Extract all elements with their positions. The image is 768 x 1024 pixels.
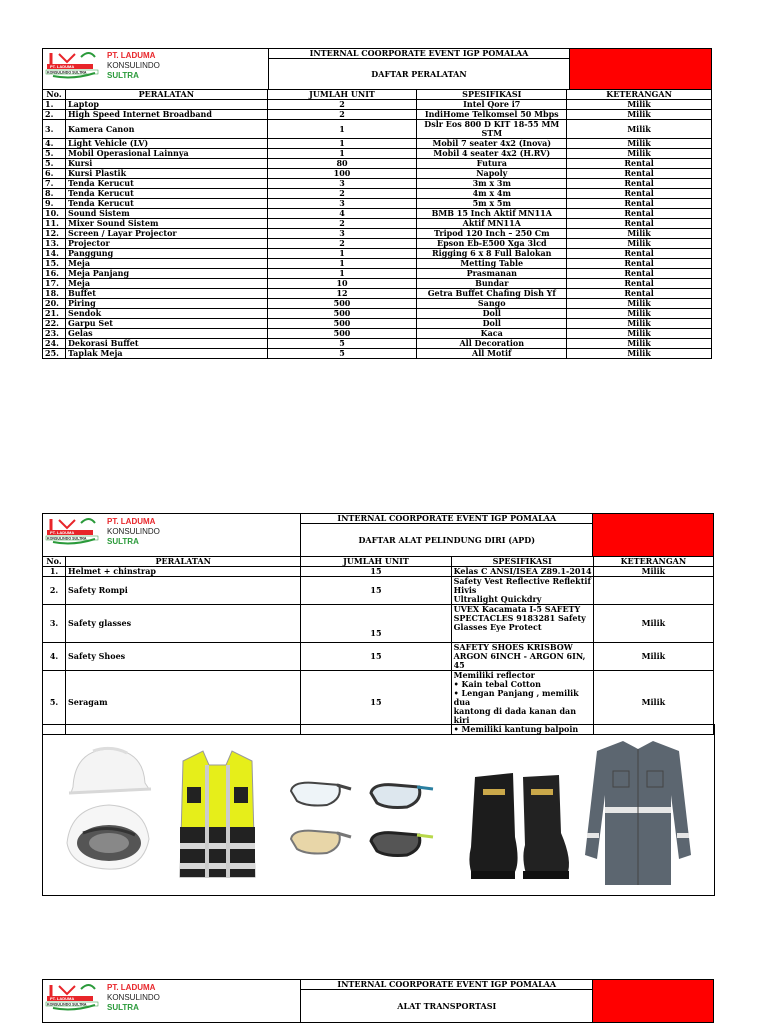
table-row — [43, 209, 712, 219]
list-subtitle: ALAT TRANSPORTASI — [301, 990, 593, 1023]
row-no: 20. — [43, 299, 66, 309]
row-jumlah: 3 — [267, 229, 417, 239]
table-row — [43, 643, 714, 671]
row-jumlah: 2 — [267, 239, 417, 249]
logo-line-2: KONSULINDO — [107, 61, 160, 70]
event-title: INTERNAL COORPORATE EVENT IGP POMALAA — [301, 980, 593, 990]
row-no: 5. — [43, 671, 66, 735]
row-jumlah: 2 — [267, 189, 417, 199]
row-spesifikasi: Futura — [417, 159, 567, 169]
col-header-jumlah: JUMLAH UNIT — [267, 90, 417, 100]
event-title: INTERNAL COORPORATE EVENT IGP POMALAA — [301, 514, 593, 524]
row-keterangan: Rental — [567, 289, 712, 299]
row-jumlah: 2 — [267, 100, 417, 110]
row-peralatan: Screen / Layar Projector — [65, 229, 267, 239]
row-jumlah: 500 — [267, 309, 417, 319]
row-no: 21. — [43, 309, 66, 319]
col-header-no: No. — [43, 557, 66, 567]
table-row — [43, 299, 712, 309]
row-peralatan: Helmet + chinstrap — [66, 567, 301, 577]
row-jumlah: 15 — [301, 671, 451, 735]
row-jumlah: 500 — [267, 329, 417, 339]
row-jumlah: 15 — [301, 643, 451, 671]
row-peralatan: Sound Sistem — [65, 209, 267, 219]
row-no: 16. — [43, 269, 66, 279]
row-keterangan: Milik — [593, 605, 713, 643]
row-peralatan: Sendok — [65, 309, 267, 319]
row-peralatan: Kursi Plastik — [65, 169, 267, 179]
row-keterangan: Milik — [567, 239, 712, 249]
row-keterangan: Rental — [567, 269, 712, 279]
laduma-logo-icon — [45, 517, 103, 545]
table-row — [43, 259, 712, 269]
equipment-table — [42, 89, 712, 359]
row-spesifikasi: Rigging 6 x 8 Full Balokan — [417, 249, 567, 259]
section-daftar-peralatan — [42, 48, 712, 359]
section-daftar-apd — [42, 513, 714, 735]
row-spesifikasi: Sango — [417, 299, 567, 309]
spec-line: SAFETY SHOES KRISBOW — [453, 642, 573, 652]
logo-line-3: SULTRA — [107, 537, 139, 546]
row-no: 2. — [43, 110, 66, 120]
row-keterangan: Rental — [567, 169, 712, 179]
row-keterangan: Rental — [567, 219, 712, 229]
header-table-1 — [42, 48, 712, 90]
row-spesifikasi: Intel Qore i7 — [417, 100, 567, 110]
svg-text:PT. LADUMA: PT. LADUMA — [50, 64, 75, 69]
row-spesifikasi: Prasmanan — [417, 269, 567, 279]
row-peralatan: Tenda Kerucut — [65, 189, 267, 199]
row-peralatan: Kursi — [65, 159, 267, 169]
row-spesifikasi: Kaca — [417, 329, 567, 339]
svg-text:KONSULINDO SULTRA: KONSULINDO SULTRA — [47, 1002, 87, 1007]
header-table-3 — [42, 979, 714, 1023]
table-row — [43, 567, 714, 577]
spec-line: kantong di dada kanan dan kiri — [453, 706, 577, 725]
row-no: 4. — [43, 139, 66, 149]
safety-glasses-photo — [287, 777, 447, 867]
row-keterangan: Milik — [567, 309, 712, 319]
table-row — [43, 269, 712, 279]
list-subtitle: DAFTAR PERALATAN — [269, 59, 570, 90]
row-peralatan: Tenda Kerucut — [65, 199, 267, 209]
row-jumlah: 1 — [267, 120, 417, 139]
row-spesifikasi: Metting Table — [417, 259, 567, 269]
row-peralatan: Kamera Canon — [65, 120, 267, 139]
col-header-keterangan: KETERANGAN — [593, 557, 713, 567]
table-row — [43, 329, 712, 339]
row-jumlah: 3 — [267, 179, 417, 189]
row-no: 12. — [43, 229, 66, 239]
spec-line: SPECTACLES 9183281 Safety — [453, 613, 586, 623]
row-keterangan: Milik — [567, 349, 712, 359]
laduma-logo-icon — [45, 983, 103, 1011]
row-spesifikasi: Doll — [417, 319, 567, 329]
row-keterangan: Milik — [567, 229, 712, 239]
row-no: 11. — [43, 219, 66, 229]
table-row — [43, 349, 712, 359]
svg-text:PT. LADUMA: PT. LADUMA — [50, 996, 75, 1001]
logo-line-2: KONSULINDO — [107, 527, 160, 536]
red-block — [570, 49, 712, 90]
logo-cell — [43, 514, 301, 557]
row-peralatan: Tenda Kerucut — [65, 179, 267, 189]
row-keterangan — [593, 577, 713, 605]
row-jumlah: 500 — [267, 319, 417, 329]
row-jumlah: 2 — [267, 110, 417, 120]
row-jumlah: 5 — [267, 339, 417, 349]
row-jumlah: 1 — [267, 149, 417, 159]
row-no: 5. — [43, 159, 66, 169]
table-row — [43, 159, 712, 169]
spec-line: • Kain tebal Cotton — [453, 679, 541, 689]
row-spesifikasi: All Motif — [417, 349, 567, 359]
spec-line: Kelas C ANSI/ISEA Z89.1-2014 — [453, 566, 592, 576]
row-peralatan: Light Vehicle (LV) — [65, 139, 267, 149]
row-peralatan: Seragam — [66, 671, 301, 735]
row-keterangan: Milik — [567, 110, 712, 120]
row-peralatan: Meja Panjang — [65, 269, 267, 279]
row-peralatan: Mobil Operasional Lainnya — [65, 149, 267, 159]
table-row — [43, 577, 714, 605]
row-no: 22. — [43, 319, 66, 329]
spec-line: Glasses Eye Protect — [453, 622, 542, 632]
uniform-photo — [583, 735, 693, 890]
row-keterangan: Milik — [567, 139, 712, 149]
row-no: 17. — [43, 279, 66, 289]
col-header-spesifikasi: SPESIFIKASI — [451, 557, 593, 567]
row-jumlah: 1 — [267, 139, 417, 149]
row-peralatan: Buffet — [65, 289, 267, 299]
row-no: 10. — [43, 209, 66, 219]
table-row — [43, 249, 712, 259]
logo-line-3: SULTRA — [107, 71, 139, 80]
row-no: 4. — [43, 643, 66, 671]
row-no: 24. — [43, 339, 66, 349]
table-row — [43, 120, 712, 139]
row-keterangan: Milik — [567, 100, 712, 110]
row-jumlah: 15 — [301, 605, 451, 643]
spec-line: • Lengan Panjang , memilik dua — [453, 688, 579, 707]
row-spesifikasi: Getra Buffet Chafing Dish Yf — [417, 289, 567, 299]
row-spesifikasi: IndiHome Telkomsel 50 Mbps — [417, 110, 567, 120]
row-spesifikasi: Tripod 120 Inch – 250 Cm — [417, 229, 567, 239]
logo-line-1: PT. LADUMA — [107, 51, 156, 60]
apd-photo-panel — [42, 724, 715, 896]
row-jumlah: 4 — [267, 209, 417, 219]
row-jumlah: 2 — [267, 219, 417, 229]
svg-text:PT. LADUMA: PT. LADUMA — [50, 530, 75, 535]
row-jumlah: 3 — [267, 199, 417, 209]
row-peralatan: Garpu Set — [65, 319, 267, 329]
row-no: 7. — [43, 179, 66, 189]
row-spesifikasi: Aktif MN11A — [417, 219, 567, 229]
row-jumlah: 1 — [267, 249, 417, 259]
spec-line: UVEX Kacamata I-5 SAFETY — [453, 604, 581, 614]
row-peralatan: Panggung — [65, 249, 267, 259]
row-jumlah: 500 — [267, 299, 417, 309]
row-keterangan: Rental — [567, 279, 712, 289]
table-row — [43, 139, 712, 149]
spec-line: Memiliki reflector — [453, 670, 535, 680]
col-header-keterangan: KETERANGAN — [567, 90, 712, 100]
row-spesifikasi: 4m x 4m — [417, 189, 567, 199]
col-header-peralatan: PERALATAN — [65, 90, 267, 100]
row-spesifikasi: Mobil 4 seater 4x2 (H.RV) — [417, 149, 567, 159]
spec-line: Safety Vest Reflective Reflektif Hivis — [453, 576, 591, 595]
row-spesifikasi: Epson Eb-E500 Xga 3lcd — [417, 239, 567, 249]
col-header-no: No. — [43, 90, 66, 100]
row-keterangan: Rental — [567, 209, 712, 219]
logo-cell — [43, 49, 269, 90]
table-row — [43, 309, 712, 319]
row-keterangan: Rental — [567, 189, 712, 199]
row-jumlah: 10 — [267, 279, 417, 289]
laduma-logo-icon — [45, 51, 103, 79]
row-no: 1. — [43, 567, 66, 577]
row-peralatan: Safety glasses — [66, 605, 301, 643]
svg-text:KONSULINDO SULTRA: KONSULINDO SULTRA — [47, 536, 87, 541]
row-peralatan: Safety Shoes — [66, 643, 301, 671]
table-row — [43, 289, 712, 299]
row-peralatan: Meja — [65, 259, 267, 269]
table-row — [43, 219, 712, 229]
row-keterangan: Milik — [567, 299, 712, 309]
row-keterangan: Milik — [593, 643, 713, 671]
row-keterangan: Rental — [567, 199, 712, 209]
row-spesifikasi: BMB 15 Inch Aktif MN11A — [417, 209, 567, 219]
row-jumlah: 1 — [267, 269, 417, 279]
row-spesifikasi: Mobil 7 seater 4x2 (Inova) — [417, 139, 567, 149]
row-jumlah: 15 — [301, 577, 451, 605]
spec-line: ARGON 6INCH - ARGON 6IN, 45 — [453, 651, 586, 670]
row-jumlah: 80 — [267, 159, 417, 169]
helmet-photo — [63, 743, 153, 873]
row-peralatan: Meja — [65, 279, 267, 289]
row-no: 8. — [43, 189, 66, 199]
row-no: 18. — [43, 289, 66, 299]
section-alat-transportasi — [42, 979, 714, 1023]
row-spesifikasi: Doll — [417, 309, 567, 319]
spec-line: • Memiliki kantung balpoin — [453, 724, 579, 734]
row-keterangan: Rental — [567, 159, 712, 169]
row-jumlah: 1 — [267, 259, 417, 269]
logo-line-2: KONSULINDO — [107, 993, 160, 1002]
company-logo — [43, 49, 268, 89]
row-peralatan: Taplak Meja — [65, 349, 267, 359]
list-subtitle: DAFTAR ALAT PELINDUNG DIRI (APD) — [301, 524, 593, 557]
row-peralatan: Safety Rompi — [66, 577, 301, 605]
svg-text:KONSULINDO SULTRA: KONSULINDO SULTRA — [47, 70, 87, 75]
col-header-peralatan: PERALATAN — [66, 557, 301, 567]
row-spesifikasi — [451, 643, 593, 671]
row-spesifikasi: 3m x 3m — [417, 179, 567, 189]
row-peralatan: Piring — [65, 299, 267, 309]
table-row — [43, 149, 712, 159]
row-no: 9. — [43, 199, 66, 209]
table-row — [43, 339, 712, 349]
row-no: 13. — [43, 239, 66, 249]
table-row — [43, 169, 712, 179]
row-no: 1. — [43, 100, 66, 110]
row-jumlah: 12 — [267, 289, 417, 299]
row-spesifikasi — [451, 577, 593, 605]
row-no: 25. — [43, 349, 66, 359]
safety-vest-photo — [175, 747, 260, 887]
row-peralatan: Gelas — [65, 329, 267, 339]
row-no: 23. — [43, 329, 66, 339]
apd-table — [42, 556, 714, 735]
row-spesifikasi: Dslr Eos 800 D KIT 18-55 MM STM — [417, 120, 567, 139]
row-keterangan: Milik — [567, 319, 712, 329]
row-spesifikasi — [451, 605, 593, 643]
col-header-jumlah: JUMLAH UNIT — [301, 557, 451, 567]
row-peralatan: High Speed Internet Broadband — [65, 110, 267, 120]
row-spesifikasi: 5m x 5m — [417, 199, 567, 209]
row-keterangan: Milik — [593, 671, 713, 735]
row-peralatan: Mixer Sound Sistem — [65, 219, 267, 229]
row-peralatan: Laptop — [65, 100, 267, 110]
row-no: 3. — [43, 120, 66, 139]
row-keterangan: Rental — [567, 249, 712, 259]
event-title: INTERNAL COORPORATE EVENT IGP POMALAA — [269, 49, 570, 59]
company-logo — [43, 515, 300, 555]
logo-line-3: SULTRA — [107, 1003, 139, 1012]
table-row — [43, 179, 712, 189]
row-keterangan: Milik — [567, 329, 712, 339]
row-spesifikasi: Napoly — [417, 169, 567, 179]
table-row — [43, 229, 712, 239]
header-table-2 — [42, 513, 714, 557]
row-no: 2. — [43, 577, 66, 605]
logo-line-1: PT. LADUMA — [107, 983, 156, 992]
row-keterangan: Rental — [567, 259, 712, 269]
table-row — [43, 319, 712, 329]
table-row — [43, 605, 714, 643]
safety-shoes-photo — [467, 767, 577, 887]
table-row — [43, 110, 712, 120]
row-jumlah: 100 — [267, 169, 417, 179]
table-row — [43, 239, 712, 249]
row-jumlah: 15 — [301, 567, 451, 577]
table-row — [43, 279, 712, 289]
row-jumlah: 5 — [267, 349, 417, 359]
row-no: 14. — [43, 249, 66, 259]
row-no: 15. — [43, 259, 66, 269]
row-spesifikasi: Bundar — [417, 279, 567, 289]
row-no: 6. — [43, 169, 66, 179]
row-keterangan: Milik — [567, 149, 712, 159]
spec-line: Ultralight Quickdry — [453, 594, 542, 604]
row-keterangan: Milik — [593, 567, 713, 577]
row-peralatan: Projector — [65, 239, 267, 249]
col-header-spesifikasi: SPESIFIKASI — [417, 90, 567, 100]
row-keterangan: Milik — [567, 339, 712, 349]
red-block — [593, 980, 714, 1023]
row-keterangan: Milik — [567, 120, 712, 139]
row-spesifikasi: All Decoration — [417, 339, 567, 349]
row-keterangan: Rental — [567, 179, 712, 189]
company-logo — [43, 981, 300, 1021]
table-row — [43, 100, 712, 110]
row-spesifikasi — [451, 567, 593, 577]
row-no: 5. — [43, 149, 66, 159]
row-no: 3. — [43, 605, 66, 643]
row-peralatan: Dekorasi Buffet — [65, 339, 267, 349]
logo-cell — [43, 980, 301, 1023]
table-row — [43, 189, 712, 199]
table-row — [43, 199, 712, 209]
red-block — [593, 514, 714, 557]
logo-line-1: PT. LADUMA — [107, 517, 156, 526]
